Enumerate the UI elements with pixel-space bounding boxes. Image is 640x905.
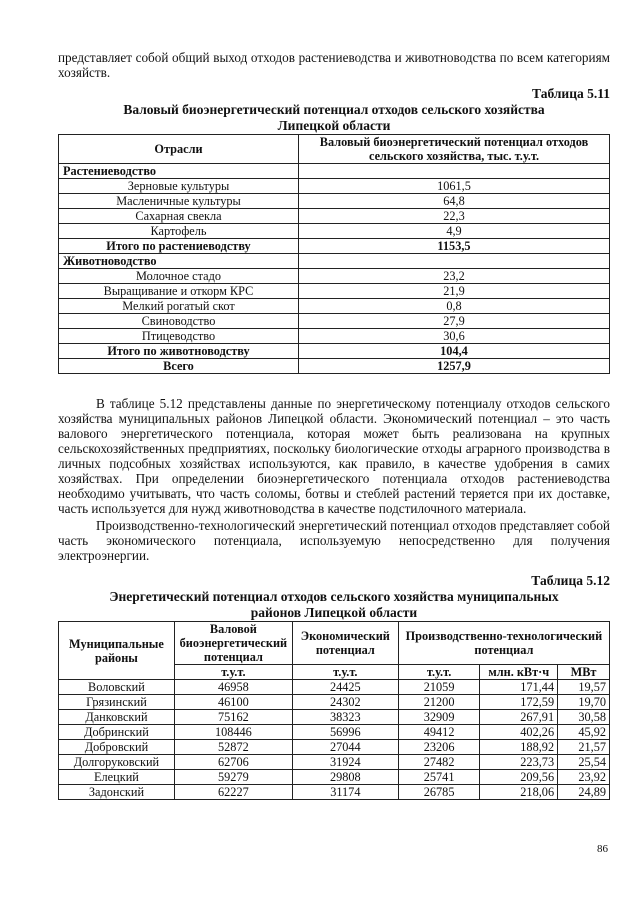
table-row — [59, 179, 610, 194]
table-5-12-unit-economic: т.у.т. — [292, 665, 398, 680]
body-paragraph-1: В таблице 5.12 представлены данные по энергетическому потенциалу отходов сельского хозяйства муниципальных районов Липецкой области. Экономический потенциал – это часть валового энергетического потенциала, которая может быть реализована на крупных сельскохозяйственных предприятиях, поскольку биологические отходы аграрного производства в личных подсобных хозяйствах используются, как правило, в качестве удобрения в самих хозяйствах. При определении биоэнергетического потенциала отходов растениеводства необходимо учитывать, что часть соломы, ботвы и стеблей растений теряется при их доставке, часть используется для нужд животноводства в качестве подстилочного материала. — [58, 396, 610, 516]
cell-production-kwh: 172,59 — [480, 695, 558, 710]
cell-district: Елецкий — [59, 770, 175, 785]
row-potential-value: 22,3 — [299, 209, 610, 224]
table-row — [59, 740, 610, 755]
row-potential-value: 104,4 — [299, 344, 610, 359]
row-potential-value — [299, 164, 610, 179]
table-5-12-unit-gross: т.у.т. — [174, 665, 292, 680]
cell-gross-tut: 62706 — [174, 755, 292, 770]
table-5-12-header-gross: Валовой биоэнергетический потенциал — [174, 622, 292, 665]
table-5-12-unit-production-tut: т.у.т. — [398, 665, 480, 680]
cell-district: Задонский — [59, 785, 175, 800]
table-5-12-number: Таблица 5.12 — [531, 573, 610, 588]
row-potential-value: 1257,9 — [299, 359, 610, 374]
cell-production-tut: 21200 — [398, 695, 480, 710]
cell-production-mw: 30,58 — [558, 710, 610, 725]
cell-production-mw: 45,92 — [558, 725, 610, 740]
row-potential-value: 23,2 — [299, 269, 610, 284]
cell-economic-tut: 38323 — [292, 710, 398, 725]
cell-district: Грязинский — [59, 695, 175, 710]
table-row — [59, 695, 610, 710]
cell-production-mw: 21,57 — [558, 740, 610, 755]
row-branch-name: Птицеводство — [59, 329, 299, 344]
row-branch-name: Сахарная свекла — [59, 209, 299, 224]
cell-gross-tut: 46958 — [174, 680, 292, 695]
cell-gross-tut: 75162 — [174, 710, 292, 725]
table-row — [59, 164, 610, 179]
row-branch-name: Зерновые культуры — [59, 179, 299, 194]
cell-production-tut: 27482 — [398, 755, 480, 770]
row-potential-value — [299, 254, 610, 269]
cell-production-kwh: 171,44 — [480, 680, 558, 695]
cell-production-tut: 49412 — [398, 725, 480, 740]
cell-economic-tut: 56996 — [292, 725, 398, 740]
row-potential-value: 4,9 — [299, 224, 610, 239]
cell-gross-tut: 108446 — [174, 725, 292, 740]
cell-production-tut: 25741 — [398, 770, 480, 785]
table-row — [59, 269, 610, 284]
table-5-11-title: Валовый биоэнергетический потенциал отходов сельского хозяйства Липецкой области — [123, 102, 545, 133]
row-potential-value: 1153,5 — [299, 239, 610, 254]
cell-economic-tut: 27044 — [292, 740, 398, 755]
row-branch-name: Выращивание и откорм КРС — [59, 284, 299, 299]
table-row — [59, 284, 610, 299]
cell-district: Добровский — [59, 740, 175, 755]
row-branch-name: Картофель — [59, 224, 299, 239]
cell-economic-tut: 24425 — [292, 680, 398, 695]
table-row — [59, 680, 610, 695]
table-5-12 — [58, 621, 610, 800]
table-row — [59, 785, 610, 800]
row-branch-name: Масленичные культуры — [59, 194, 299, 209]
cell-production-kwh: 188,92 — [480, 740, 558, 755]
cell-economic-tut: 31174 — [292, 785, 398, 800]
table-row — [59, 224, 610, 239]
cell-economic-tut: 29808 — [292, 770, 398, 785]
table-row — [59, 254, 610, 269]
document-page — [58, 50, 610, 800]
row-branch-name: Итого по животноводству — [59, 344, 299, 359]
table-5-12-unit-production-kwh: млн. кВт·ч — [480, 665, 558, 680]
table-row — [59, 209, 610, 224]
cell-production-kwh: 267,91 — [480, 710, 558, 725]
cell-economic-tut: 31924 — [292, 755, 398, 770]
table-5-11-header-branch: Отрасли — [59, 135, 299, 164]
table-row — [59, 710, 610, 725]
row-branch-name: Свиноводство — [59, 314, 299, 329]
row-potential-value: 0,8 — [299, 299, 610, 314]
cell-production-mw: 19,57 — [558, 680, 610, 695]
row-potential-value: 1061,5 — [299, 179, 610, 194]
table-5-12-header-district: Муниципальные районы — [59, 622, 175, 680]
cell-district: Данковский — [59, 710, 175, 725]
cell-economic-tut: 24302 — [292, 695, 398, 710]
table-5-12-header-production: Производственно-технологический потенциал — [398, 622, 609, 665]
cell-gross-tut: 62227 — [174, 785, 292, 800]
table-row — [59, 359, 610, 374]
table-row — [59, 314, 610, 329]
table-5-12-unit-production-mw: МВт — [558, 665, 610, 680]
table-row — [59, 194, 610, 209]
row-branch-name: Растениеводство — [59, 164, 299, 179]
row-potential-value: 27,9 — [299, 314, 610, 329]
table-row — [59, 299, 610, 314]
cell-production-tut: 21059 — [398, 680, 480, 695]
cell-production-kwh: 209,56 — [480, 770, 558, 785]
cell-district: Воловский — [59, 680, 175, 695]
cell-production-kwh: 223,73 — [480, 755, 558, 770]
table-5-12-title: Энергетический потенциал отходов сельского хозяйства муниципальных районов Липецкой области — [109, 589, 559, 620]
row-branch-name: Молочное стадо — [59, 269, 299, 284]
cell-production-mw: 24,89 — [558, 785, 610, 800]
cell-production-kwh: 218,06 — [480, 785, 558, 800]
cell-production-kwh: 402,26 — [480, 725, 558, 740]
cell-gross-tut: 52872 — [174, 740, 292, 755]
table-row — [59, 239, 610, 254]
cell-production-mw: 23,92 — [558, 770, 610, 785]
table-row — [59, 770, 610, 785]
cell-gross-tut: 59279 — [174, 770, 292, 785]
cell-production-mw: 19,70 — [558, 695, 610, 710]
row-potential-value: 64,8 — [299, 194, 610, 209]
row-branch-name: Животноводство — [59, 254, 299, 269]
table-row — [59, 725, 610, 740]
cell-production-tut: 23206 — [398, 740, 480, 755]
cell-gross-tut: 46100 — [174, 695, 292, 710]
table-5-11-number: Таблица 5.11 — [532, 86, 610, 101]
body-paragraph-2: Производственно-технологический энергетический потенциал отходов представляет собой часть экономического потенциала, используемую непосредственно для получения электроэнергии. — [58, 518, 610, 563]
table-5-12-header-economic: Экономический потенциал — [292, 622, 398, 665]
row-potential-value: 21,9 — [299, 284, 610, 299]
row-branch-name: Всего — [59, 359, 299, 374]
row-potential-value: 30,6 — [299, 329, 610, 344]
table-5-11 — [58, 134, 610, 374]
table-row — [59, 329, 610, 344]
table-row — [59, 755, 610, 770]
intro-paragraph: представляет собой общий выход отходов растениеводства и животноводства по всем категориям хозяйств. — [58, 50, 610, 80]
table-5-11-header-potential: Валовый биоэнергетический потенциал отходов сельского хозяйства, тыс. т.у.т. — [299, 135, 610, 164]
table-row — [59, 344, 610, 359]
cell-district: Добринский — [59, 725, 175, 740]
page-number: 86 — [597, 843, 608, 855]
cell-production-tut: 32909 — [398, 710, 480, 725]
cell-production-tut: 26785 — [398, 785, 480, 800]
row-branch-name: Мелкий рогатый скот — [59, 299, 299, 314]
cell-district: Долгоруковский — [59, 755, 175, 770]
row-branch-name: Итого по растениеводству — [59, 239, 299, 254]
cell-production-mw: 25,54 — [558, 755, 610, 770]
